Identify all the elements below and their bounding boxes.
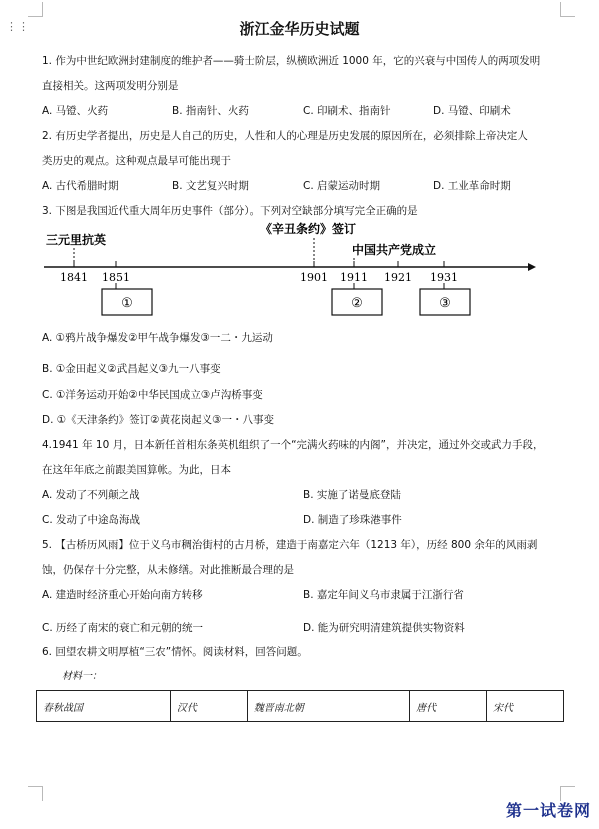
timeline-box-label: ① [121, 296, 133, 311]
q3-option-d[interactable]: D. ①《天津条约》签订②黄花岗起义③一・八事变 [42, 414, 274, 426]
q1-option-b[interactable]: B. 指南针、火药 [172, 105, 249, 117]
q1-stem-line2: 直接相关。这两项发明分别是 [42, 80, 179, 92]
q5-option-a[interactable]: A. 建造时经济重心开始向南方转移 [42, 589, 203, 601]
q1-option-d[interactable]: D. 马镫、印刷术 [433, 105, 511, 117]
table-cell: 汉代 [170, 691, 247, 722]
table-row [37, 691, 564, 722]
timeline-year: 1841 [60, 271, 88, 284]
timeline-event-right: 中国共产党成立 [352, 243, 437, 257]
q5-option-d[interactable]: D. 能为研究明清建筑提供实物资料 [303, 622, 465, 634]
q1-option-a[interactable]: A. 马镫、火药 [42, 105, 109, 117]
table-cell: 唐代 [410, 691, 487, 722]
q4-option-a[interactable]: A. 发动了不列颠之战 [42, 489, 140, 501]
q2-option-a[interactable]: A. 古代希腊时期 [42, 180, 119, 192]
timeline-year: 1911 [340, 271, 368, 284]
q6-material-label: 材料一： [62, 671, 102, 682]
watermark-logo: 第一试卷网 [505, 801, 591, 820]
q5-stem-line1: 5. 【古桥历风雨】位于义乌市稠治街村的古月桥，建造于南嘉定六年（1213 年），历经 800 余年的风雨剥 [42, 539, 538, 551]
q6-stem: 6. 回望农耕文明厚植“三农”情怀。阅读材料，回答问题。 [42, 646, 308, 658]
page-corner-mark [28, 2, 43, 17]
timeline-box-label: ③ [439, 296, 451, 311]
table-cell: 魏晋南北朝 [247, 691, 409, 722]
q4-option-d[interactable]: D. 制造了珍珠港事件 [303, 514, 402, 526]
q4-option-c[interactable]: C. 发动了中途岛海战 [42, 514, 141, 526]
q4-option-b[interactable]: B. 实施了诺曼底登陆 [303, 489, 401, 501]
timeline-year: 1921 [384, 271, 412, 284]
q2-stem-line1: 2. 有历史学者提出，历史是人自己的历史，人性和人的心理是历史发展的原因所在，必须排除上帝决定人 [42, 130, 528, 142]
timeline-arrow-icon [528, 263, 536, 271]
page-title: 浙江金华历史试题 [239, 20, 360, 38]
q3-stem: 3. 下图是我国近代重大周年历史事件（部分）。下列对空缺部分填写完全正确的是 [42, 205, 418, 217]
q3-timeline-figure [40, 216, 540, 318]
q4-stem-line1: 4.1941 年 10 月，日本新任首相东条英机组织了一个“完满火药味的内阁”，并决定，通过外交或武力手段， [42, 439, 544, 451]
timeline-year: 1931 [430, 271, 458, 284]
q2-option-c[interactable]: C. 启蒙运动时期 [303, 180, 381, 192]
table-cell: 春秋战国 [37, 691, 171, 722]
page-corner-mark [560, 2, 575, 17]
timeline-event-mid: 《辛丑条约》签订 [260, 222, 357, 236]
q2-option-b[interactable]: B. 文艺复兴时期 [172, 180, 249, 192]
timeline-event-left: 三元里抗英 [46, 233, 107, 247]
timeline-year: 1851 [102, 271, 130, 284]
q5-option-b[interactable]: B. 嘉定年间义乌市隶属于江浙行省 [303, 589, 464, 601]
q5-stem-line2: 蚀，仍保存十分完整，从未修缮。对此推断最合理的是 [42, 564, 294, 576]
q3-option-a[interactable]: A. ①鸦片战争爆发②甲午战争爆发③一二・九运动 [42, 332, 273, 344]
q4-stem-line2: 在这年年底之前跟美国算帐。为此，日本 [42, 464, 231, 476]
timeline-year: 1901 [300, 271, 328, 284]
q1-option-c[interactable]: C. 印刷术、指南针 [303, 105, 391, 117]
table-cell: 宋代 [487, 691, 564, 722]
drag-handle-icon[interactable]: ⋮⋮ [6, 20, 30, 33]
q3-option-b[interactable]: B. ①金田起义②武昌起义③九一八事变 [42, 363, 221, 375]
q3-option-c[interactable]: C. ①洋务运动开始②中华民国成立③卢沟桥事变 [42, 389, 263, 401]
page-corner-mark [28, 786, 43, 801]
q1-stem-line1: 1. 作为中世纪欧洲封建制度的维护者——骑士阶层，纵横欧洲近 1000 年，它的兴衰与中国传人的两项发明 [42, 55, 541, 67]
q2-option-d[interactable]: D. 工业革命时期 [433, 180, 511, 192]
timeline-box-label: ② [351, 296, 363, 311]
q6-material-table [36, 690, 564, 722]
q2-stem-line2: 类历史的观点。这种观点最早可能出现于 [42, 155, 231, 167]
q5-option-c[interactable]: C. 历经了南宋的衰亡和元朝的统一 [42, 622, 204, 634]
